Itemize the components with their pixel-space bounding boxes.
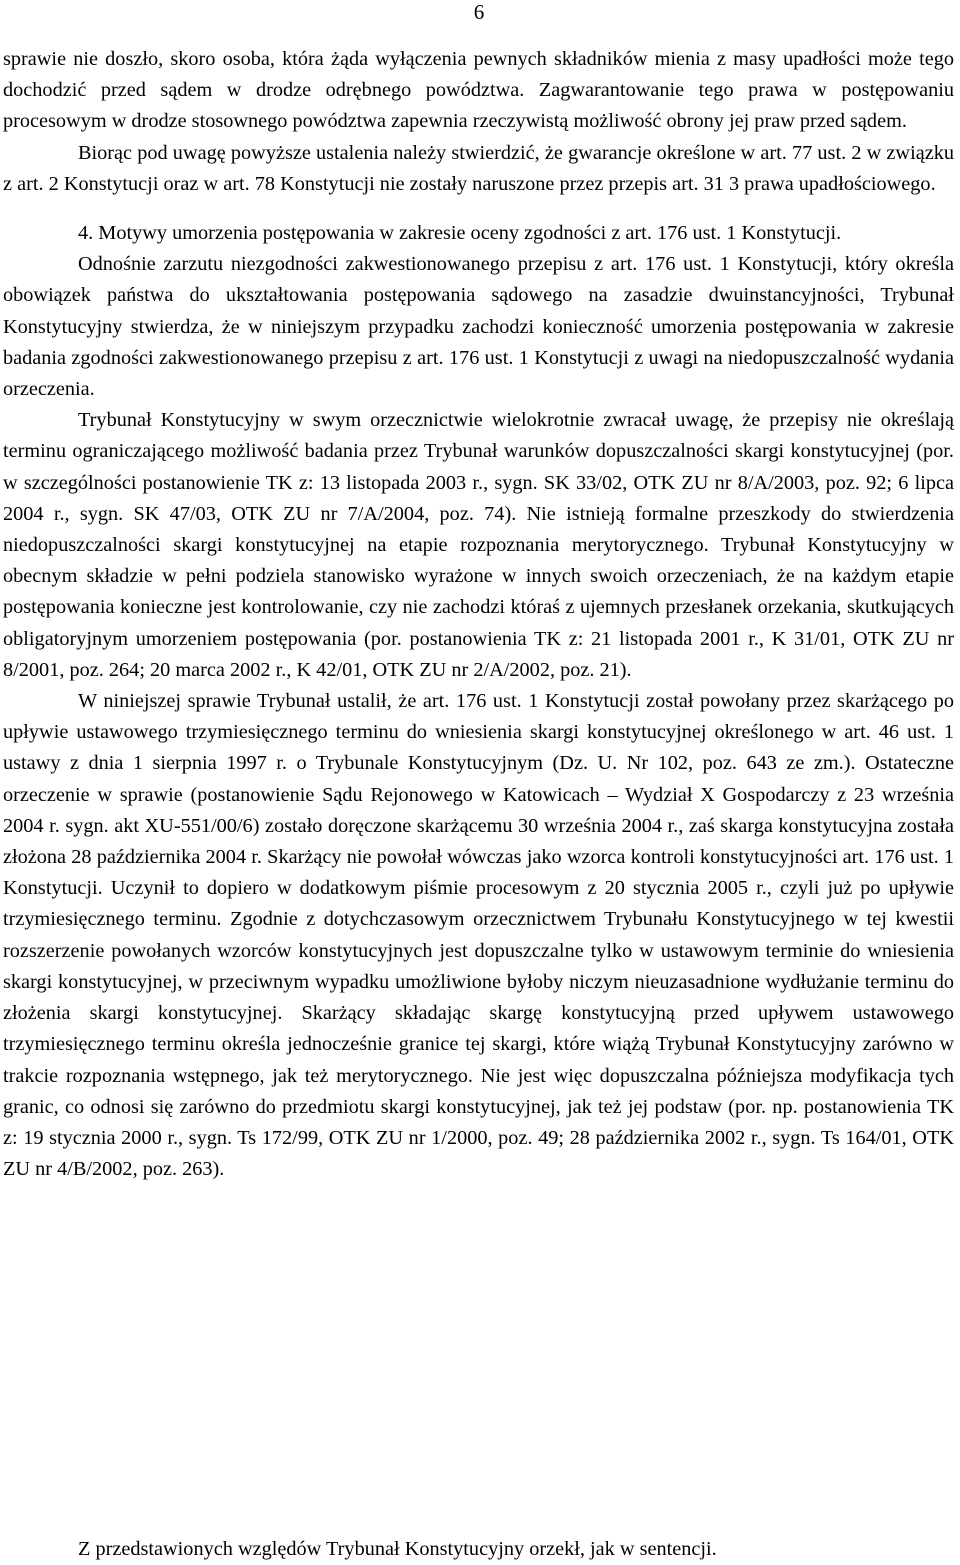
paragraph-objection: Odnośnie zarzutu niezgodności zakwestionowanego przepisu z art. 176 ust. 1 Konstytucji, który określa obowiązek państwa do ukształtowania postępowania sądowego na zasadzie dwuinstancyjności, Trybunał Konstytucyjny stwierdza, że w niniejszym przypadku zachodzi konieczność umorzenia postępowania w zakresie badania zgodności zakwestionowanego przepisu z art. 176 ust. 1 Konstytucji z uwagi na niedopuszczalność wydania orzeczenia.: [3, 253, 954, 401]
closing-sentence: Z przedstawionych względów Trybunał Konstytucyjny orzekł, jak w sentencji.: [78, 1538, 717, 1560]
paragraph-case-law: Trybunał Konstytucyjny w swym orzecznictwie wielokrotnie zwracał uwagę, że przepisy nie określają terminu ograniczającego możliwość badania przez Trybunał warunków dopuszczalności skargi konstytucyjnej (por. w szczególności postanowienie TK z: 13 listopada 2003 r., sygn. SK 33/02, OTK ZU nr 8/A/2003, poz. 92; 6 lipca 2004 r., sygn. SK 47/03, OTK ZU nr 7/A/2004, poz. 74). Nie istnieją formalne przeszkody do stwierdzenia niedopuszczalności skargi konstytucyjnej na etapie rozpoznania merytorycznego. Trybunał Konstytucyjny w obecnym składzie w pełni podziela stanowisko wyrażone w innych swoich orzeczeniach, że na każdym etapie postępowania konieczne jest kontrolowanie, czy nie zachodzi któraś z ujemnych przesłanek orzekania, skutkujących obligatoryjnym umorzeniem postępowania (por. postanowienia TK z: 21 listopada 2001 r., K 31/01, OTK ZU nr 8/2001, poz. 264; 20 marca 2002 r., K 42/01, OTK ZU nr 2/A/2002, poz. 21).: [3, 409, 954, 681]
section-heading: 4. Motywy umorzenia postępowania w zakresie oceny zgodności z art. 176 ust. 1 Konstytucji.: [78, 222, 842, 245]
paragraph-continuation: sprawie nie doszło, skoro osoba, która żąda wyłączenia pewnych składników mienia z masy upadłości może tego dochodzić przed sądem w drodze odrębnego powództwa. Zagwarantowanie tego prawa w postępowaniu procesowym w drodze stosownego powództwa zapewnia rzeczywistą możliwość obrony jej praw przed sądem.: [3, 48, 954, 133]
paragraph-conclusion: Biorąc pod uwagę powyższe ustalenia należy stwierdzić, że gwarancje określone w art. 77 ust. 2 w związku z art. 2 Konstytucji oraz w art. 78 Konstytucji nie zostały naruszone przez przepis art. 31 3 prawa upadłościowego.: [3, 141, 954, 195]
page-number: 6: [473, 0, 485, 24]
paragraph-findings: W niniejszej sprawie Trybunał ustalił, że art. 176 ust. 1 Konstytucji został powołany przez skarżącego po upływie ustawowego trzymiesięcznego terminu do wniesienia skargi konstytucyjnej określonego w art. 46 ust. 1 ustawy z dnia 1 sierpnia 1997 r. o Trybunale Konstytucyjnym (Dz. U. Nr 102, poz. 643 ze zm.). Ostateczne orzeczenie w sprawie (postanowienie Sądu Rejonowego w Katowicach – Wydział X Gospodarczy z 23 września 2004 r. sygn. akt XU-551/00/6) zostało doręczone skarżącemu 30 września 2004 r., zaś skarga konstytucyjna została złożona 28 października 2004 r. Skarżący nie powołał wówczas jako wzorca kontroli konstytucyjności art. 176 ust. 1 Konstytucji. Uczynił to dopiero w dodatkowym piśmie procesowym z 20 stycznia 2005 r., czyli już po upływie trzymiesięcznego terminu. Zgodnie z dotychczasowym orzecznictwem Trybunału Konstytucyjnego w tej kwestii rozszerzenie powołanych wzorców konstytucyjnych jest dopuszczalne tylko w ustawowym terminie do wniesienia skargi konstytucyjnej, w przeciwnym wypadku umożliwione byłoby niczym nieuzasadnione wydłużanie terminu do złożenia skargi konstytucyjnej. Skarżący składając skargę konstytucyjną przed upływem ustawowego trzymiesięcznego terminu określa jednocześnie granice tej skargi, które wiążą Trybunał Konstytucyjny zarówno w trakcie rozpoznania wstępnego, jak też merytorycznego. Nie jest więc dopuszczalna późniejsza modyfikacja tych granic, co odnosi się zarówno do przedmiotu skargi konstytucyjnej, jak też jej podstaw (por. np. postanowienia TK z: 19 stycznia 2000 r., sygn. Ts 172/99, OTK ZU nr 1/2000, poz. 49; 28 października 2002 r., sygn. Ts 164/01, OTK ZU nr 4/B/2002, poz. 263).: [3, 690, 954, 1181]
document-body: [3, 44, 954, 1185]
